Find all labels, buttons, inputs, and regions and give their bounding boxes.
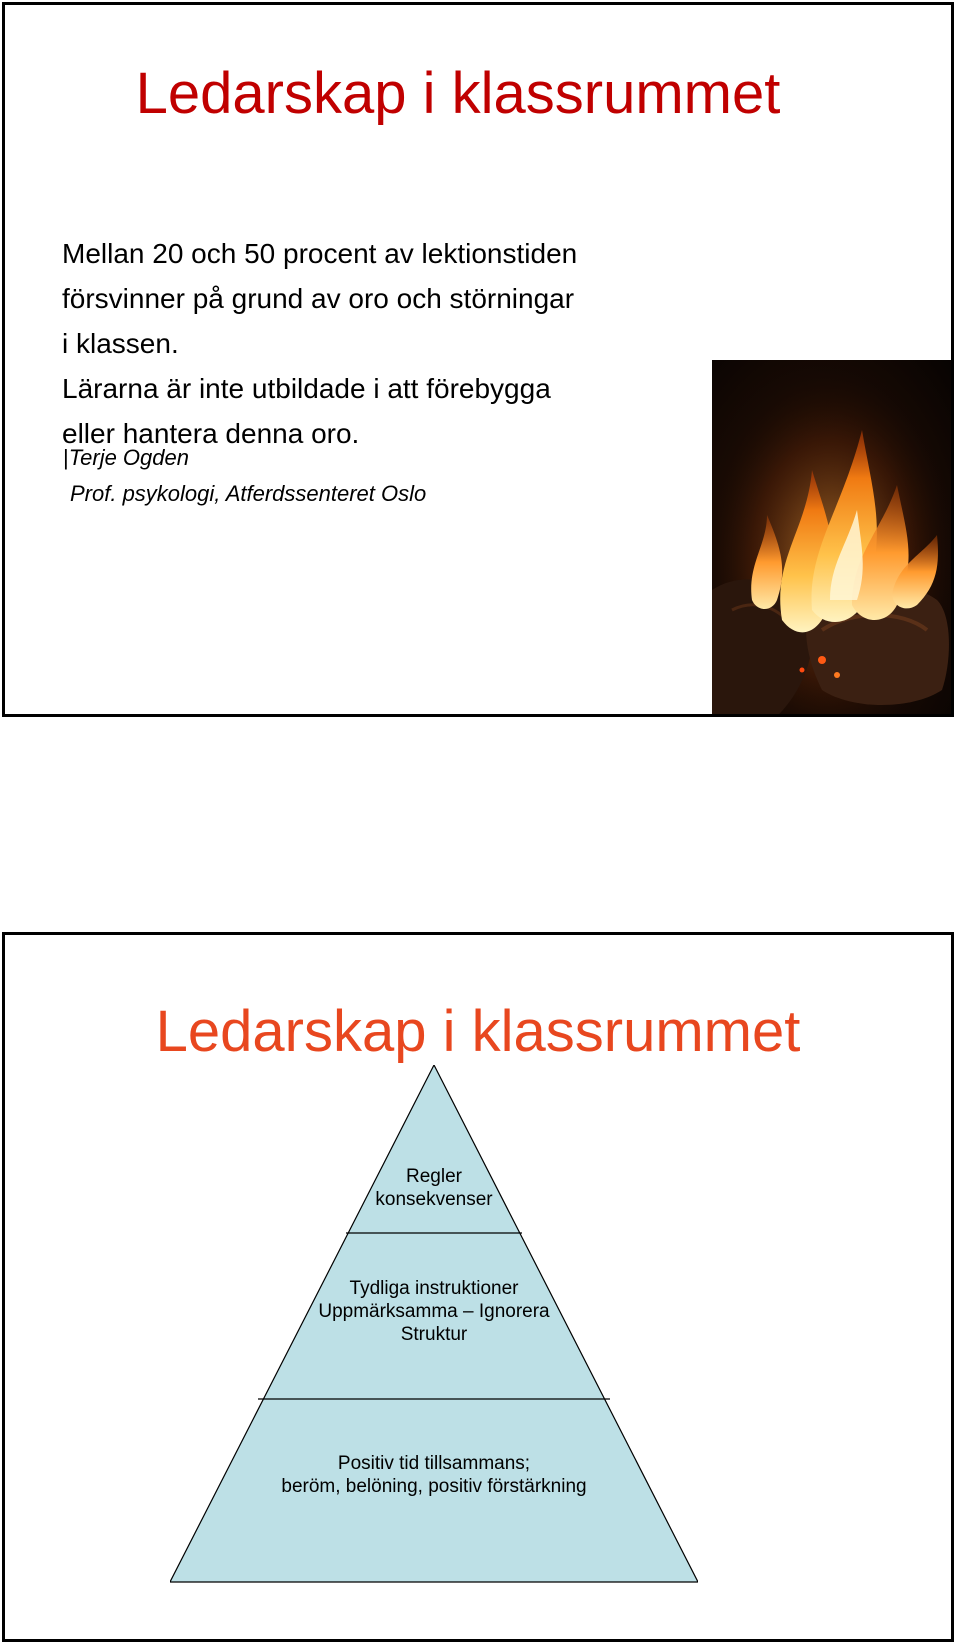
citation-name <box>63 445 189 471</box>
tier-line: Uppmärksamma – Ignorera <box>318 1301 550 1322</box>
tier-line: Positiv tid tillsammans; <box>337 1453 531 1474</box>
tier-line: Struktur <box>400 1324 468 1345</box>
slide-1-title: Ledarskap i klassrummet <box>135 61 781 126</box>
body-line: Mellan 20 och 50 procent av lektionstiden <box>62 238 578 269</box>
citation-bar: | <box>63 445 69 470</box>
slide-2-title: Ledarskap i klassrummet <box>155 999 801 1064</box>
body-line: eller hantera denna oro. <box>62 418 360 449</box>
pyramid-tier-middle <box>170 1277 698 1346</box>
tier-line: konsekvenser <box>375 1189 493 1210</box>
pyramid-tier-top <box>170 1165 698 1211</box>
tier-line: Regler <box>406 1166 462 1187</box>
tier-line: beröm, belöning, positiv förstärkning <box>281 1476 587 1497</box>
slide-1-body <box>62 231 577 456</box>
body-line: försvinner på grund av oro och störningar <box>62 283 575 314</box>
pyramid-diagram <box>170 1065 698 1585</box>
slide-1 <box>2 2 954 717</box>
fire-photo <box>712 360 952 717</box>
body-line: i klassen. <box>62 328 179 359</box>
citation-name-text: Terje Ogden <box>68 445 189 470</box>
body-line: Lärarna är inte utbildade i att förebygga <box>62 373 551 404</box>
fire-photo-svg <box>712 360 952 717</box>
citation-role: Prof. psykologi, Atferdssenteret Oslo <box>70 481 427 506</box>
tier-line: Tydliga instruktioner <box>349 1278 519 1299</box>
slide-2 <box>2 932 954 1642</box>
pyramid-tier-bottom <box>170 1452 698 1498</box>
